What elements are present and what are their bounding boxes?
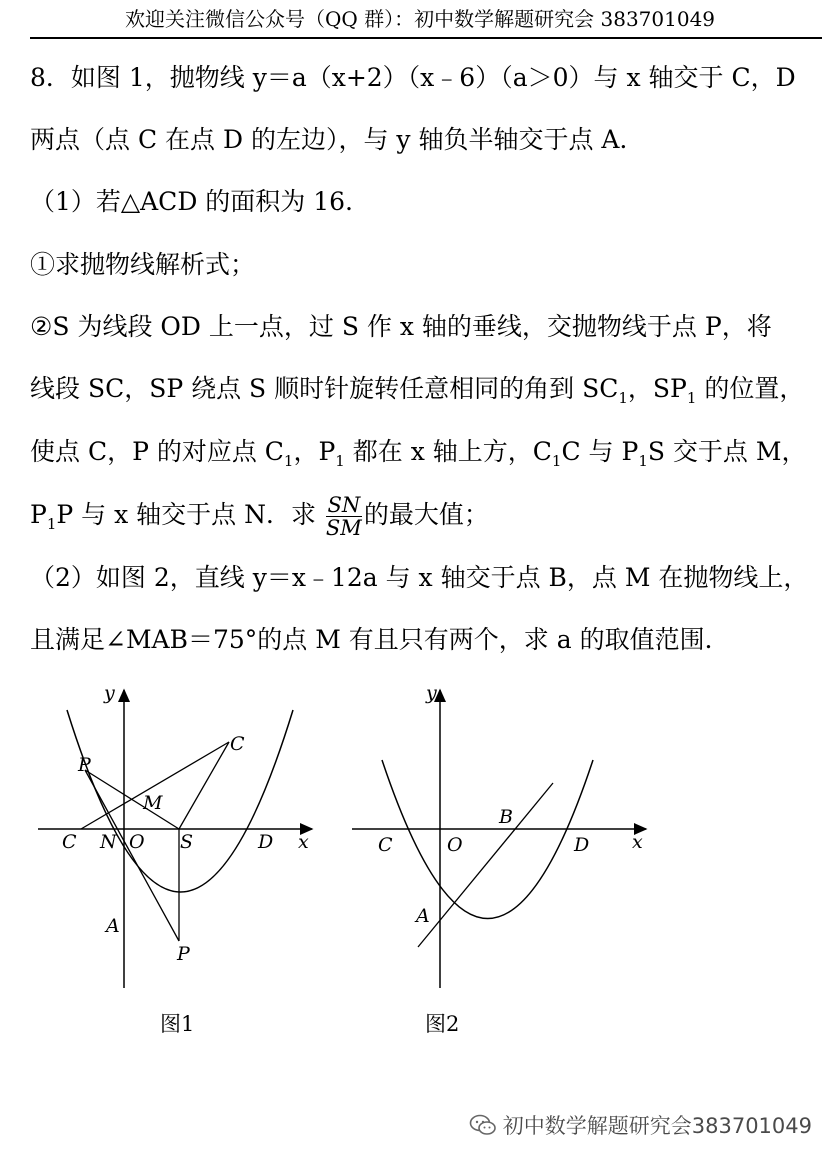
footer-text: 初中数学解题研究会383701049	[502, 1114, 812, 1138]
parabola-curve	[67, 710, 293, 892]
segment-p1-p	[85, 770, 179, 941]
wechat-icon	[469, 1114, 497, 1136]
label-b: B	[499, 806, 513, 828]
problem-line-5: ②S 为线段 OD 上一点，过 S 作 x 轴的垂线，交抛物线于点 P，将	[30, 312, 772, 341]
figure-2-diagram	[340, 670, 660, 1010]
problem-line-10: 且满足∠MAB＝75°的点 M 有且只有两个，求 a 的取值范围．	[30, 625, 730, 654]
label-d: D	[258, 831, 274, 853]
footer-watermark	[469, 1110, 812, 1140]
label-c: C	[62, 831, 77, 853]
label-x: x	[632, 831, 643, 853]
label-n: N	[100, 831, 117, 853]
label-y: y	[104, 682, 115, 704]
label-s: S	[180, 831, 194, 853]
problem-line-9: （2）如图 2，直线 y＝x﹣12a 与 x 轴交于点 B，点 M 在抛物线上，	[30, 563, 809, 592]
label-a: A	[106, 915, 120, 937]
problem-line-3: （1）若△ACD 的面积为 16．	[30, 187, 371, 216]
problem-line-7: 使点 C，P 的对应点 $C_1$，$P_1$ 都在 x 轴上方，$C_1C$ 与 $P_1S$ 交于点 M，	[30, 437, 807, 470]
figure-2-caption: 图2	[425, 1012, 460, 1036]
segment-c1-s	[179, 742, 229, 829]
header-divider	[30, 37, 822, 39]
label-p: P	[177, 943, 190, 965]
label-d: D	[574, 834, 590, 856]
label-p1: P	[78, 754, 91, 776]
label-a: A	[416, 905, 430, 927]
fraction-sn-over-sm: $\frac{SN}{SM}$	[325, 493, 362, 540]
problem-line-1: 8．如图 1，抛物线 y＝a（x+2）（x﹣6）（a＞0）与 x 轴交于 C，D	[30, 63, 796, 92]
label-o: O	[447, 834, 463, 856]
parabola-curve	[382, 760, 593, 919]
label-c1: C	[230, 733, 245, 755]
problem-line-6: 线段 SC，SP 绕点 S 顺时针旋转任意相同的角到 $SC_1$，$SP_1$ 的位置，	[30, 374, 805, 407]
label-m: M	[143, 792, 163, 814]
page-header	[0, 0, 840, 40]
problem-line-8: $P_1P$ 与 x 轴交于点 N．求 $\frac{SN}{SM}$ 的最大值；	[30, 493, 489, 540]
figure-1-caption: 图1	[160, 1012, 195, 1036]
segment-c-c1	[81, 742, 229, 829]
problem-line-4: ①求抛物线解析式；	[30, 250, 256, 279]
header-text: 欢迎关注微信公众号（QQ 群）：初中数学解题研究会 383701049	[124, 7, 716, 31]
label-y: y	[426, 682, 437, 704]
problem-line-2: 两点（点 C 在点 D 的左边），与 y 轴负半轴交于点 A．	[30, 125, 645, 154]
label-x: x	[298, 831, 309, 853]
label-c: C	[378, 834, 393, 856]
line-y-equals-x-minus-12a	[418, 783, 553, 947]
label-o: O	[129, 831, 145, 853]
